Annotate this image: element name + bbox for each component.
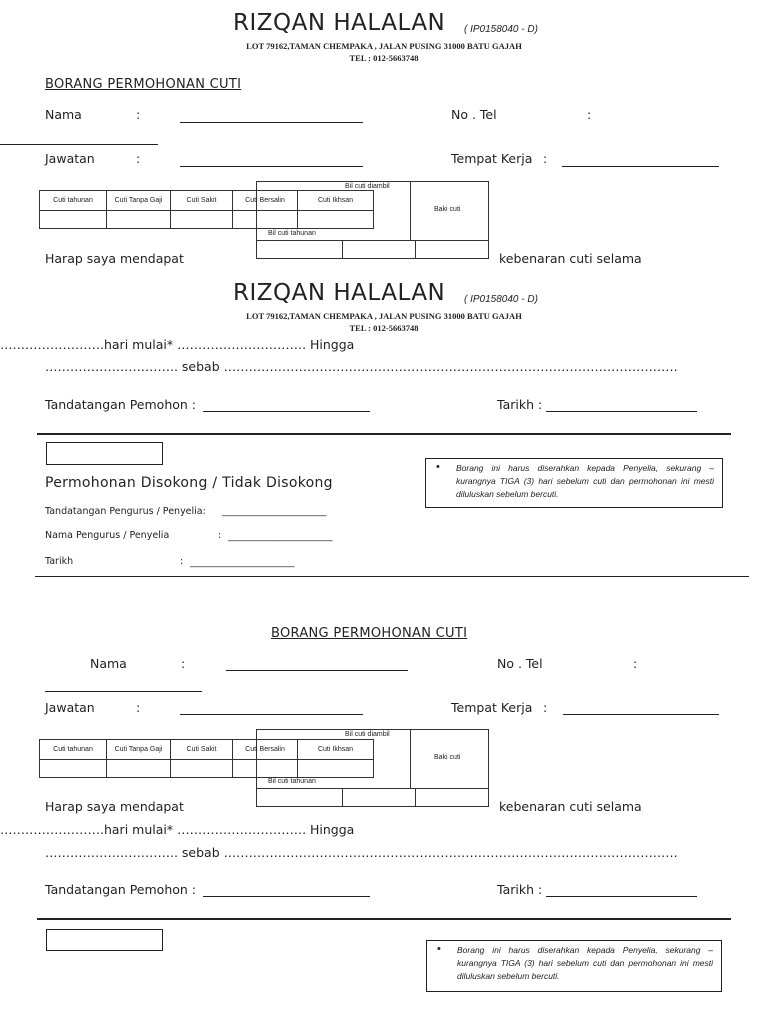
baki-label-2: Baki cuti — [434, 754, 461, 761]
bottom-cell-1-2[interactable] — [256, 788, 343, 807]
col-cuti-sakit: Cuti Sakit — [170, 190, 233, 211]
col-cuti-ikhsan-2: Cuti Ikhsan — [297, 739, 374, 760]
tarikh-pengurus-colon: : — [180, 556, 184, 567]
baki-label: Baki cuti — [434, 206, 461, 213]
col-cuti-ikhsan: Cuti Ikhsan — [297, 190, 374, 211]
cell-cuti-tahunan-2[interactable] — [39, 759, 107, 778]
company-name-2: RIZQAN HALALAN — [233, 280, 446, 306]
nama-pengurus-field[interactable]: ______________________ — [228, 531, 333, 542]
company-reg-no: ( IP0158040 - D) — [464, 24, 538, 35]
tandatangan-pemohon-label-2: Tandatangan Pemohon : — [45, 882, 197, 897]
tarikh-pemohon-label: Tarikh : — [497, 397, 543, 412]
col-cuti-sakit-2: Cuti Sakit — [170, 739, 233, 760]
tandatangan-pengurus-label: Tandatangan Pengurus / Penyelia: — [45, 506, 206, 517]
tempat-kerja-field[interactable] — [562, 166, 719, 167]
nama-field[interactable] — [180, 122, 363, 123]
jawatan-field[interactable] — [180, 166, 363, 167]
notel-field[interactable] — [0, 144, 158, 145]
col-cuti-tanpa-gaji-2: Cuti Tanpa Gaji — [106, 739, 171, 760]
nama-label: Nama — [45, 107, 82, 122]
cell-cuti-tahunan[interactable] — [39, 210, 107, 229]
sebab-line[interactable]: ………………………….. sebab ………………………………………………………………………………………………. — [45, 359, 678, 374]
bil-tahunan-label: Bil cuti tahunan — [268, 230, 316, 237]
cell-cuti-bersalin-2[interactable] — [232, 759, 298, 778]
tempat-kerja-colon-2: : — [543, 700, 548, 715]
company-address-2: LOT 79162,TAMAN CHEMPAKA , JALAN PUSING 31000 BATU GAJAH — [246, 311, 522, 321]
notel-colon: : — [587, 107, 592, 122]
nama-label-2: Nama — [90, 656, 127, 671]
bil-diambil-label-2: Bil cuti diambil — [345, 731, 390, 738]
note-text-2: Borang ini harus diserahkan kepada Penyelia, sekurang – kurangnya TIGA (3) hari sebelum cuti dan permohonan ini mesti diluluskan sebelum bercuti. — [457, 945, 713, 981]
sebab-line-2[interactable]: ………………………….. sebab ………………………………………………………………………………………………. — [45, 845, 678, 860]
bottom-cell-2[interactable] — [342, 240, 416, 259]
tandatangan-pemohon-field-2[interactable] — [203, 896, 370, 897]
note-box — [425, 458, 723, 508]
nama-colon-2: : — [181, 656, 186, 671]
cell-cuti-tanpa-gaji[interactable] — [106, 210, 171, 229]
cell-cuti-sakit-2[interactable] — [170, 759, 233, 778]
notel-label-2: No . Tel — [497, 656, 543, 671]
tarikh-pengurus-field[interactable]: ______________________ — [190, 557, 295, 568]
divider-2 — [35, 576, 749, 577]
divider-3 — [37, 918, 731, 920]
tarikh-pemohon-label-2: Tarikh : — [497, 882, 543, 897]
jawatan-colon: : — [136, 151, 141, 166]
nama-field-2[interactable] — [226, 670, 408, 671]
jawatan-colon-2: : — [136, 700, 141, 715]
tandatangan-pemohon-field[interactable] — [203, 411, 370, 412]
nama-pengurus-colon: : — [218, 530, 222, 541]
stamp-box[interactable] — [46, 442, 163, 465]
col-cuti-bersalin-2: Cuti Bersalin — [232, 739, 298, 760]
jawatan-label: Jawatan — [45, 151, 95, 166]
tempat-kerja-colon: : — [543, 151, 548, 166]
tempat-kerja-label: Tempat Kerja — [451, 151, 533, 166]
notel-field-2[interactable] — [45, 691, 202, 692]
note-text: Borang ini harus diserahkan kepada Penyelia, sekurang – kurangnya TIGA (3) hari sebelum cuti dan permohonan ini mesti diluluskan sebelum bercuti. — [456, 463, 714, 499]
bottom-cell-2-2[interactable] — [342, 788, 416, 807]
hari-mulai-line-2[interactable]: …………………….hari mulai* …………………………. Hingga — [0, 822, 355, 837]
notel-colon-2: : — [633, 656, 638, 671]
col-cuti-tanpa-gaji: Cuti Tanpa Gaji — [106, 190, 171, 211]
stamp-box-2[interactable] — [46, 929, 163, 951]
bottom-cell-3[interactable] — [415, 240, 489, 259]
company-reg-no-2: ( IP0158040 - D) — [464, 294, 538, 305]
tempat-kerja-label-2: Tempat Kerja — [451, 700, 533, 715]
company-tel-2: TEL : 012-5663748 — [349, 323, 419, 333]
harap-label: Harap saya mendapat — [45, 251, 184, 266]
company-tel: TEL : 012-5663748 — [349, 53, 419, 63]
nama-pengurus-label: Nama Pengurus / Penyelia — [45, 530, 170, 541]
cell-cuti-sakit[interactable] — [170, 210, 233, 229]
form-title-2: BORANG PERMOHONAN CUTI — [271, 626, 468, 641]
tandatangan-pemohon-label: Tandatangan Pemohon : — [45, 397, 197, 412]
notel-label: No . Tel — [451, 107, 497, 122]
harap-label-2: Harap saya mendapat — [45, 799, 184, 814]
bil-diambil-label: Bil cuti diambil — [345, 183, 390, 190]
cell-cuti-tanpa-gaji-2[interactable] — [106, 759, 171, 778]
tandatangan-pengurus-field[interactable]: ______________________ — [222, 506, 327, 517]
tempat-kerja-field-2[interactable] — [563, 714, 719, 715]
col-cuti-tahunan: Cuti tahunan — [39, 190, 107, 211]
kebenaran-label-2: kebenaran cuti selama — [499, 799, 642, 814]
cell-cuti-bersalin[interactable] — [232, 210, 298, 229]
jawatan-label-2: Jawatan — [45, 700, 95, 715]
bil-tahunan-label-2: Bil cuti tahunan — [268, 778, 316, 785]
kebenaran-label: kebenaran cuti selama — [499, 251, 642, 266]
company-address: LOT 79162,TAMAN CHEMPAKA , JALAN PUSING 31000 BATU GAJAH — [246, 41, 522, 51]
col-cuti-tahunan-2: Cuti tahunan — [39, 739, 107, 760]
cell-cuti-ikhsan[interactable] — [297, 210, 374, 229]
nama-colon: : — [136, 107, 141, 122]
bullet-icon: • — [436, 461, 440, 473]
tarikh-pemohon-field[interactable] — [546, 411, 697, 412]
col-cuti-bersalin: Cuti Bersalin — [232, 190, 298, 211]
hari-mulai-line[interactable]: …………………….hari mulai* …………………………. Hingga — [0, 337, 355, 352]
bottom-cell-1[interactable] — [256, 240, 343, 259]
divider-1 — [37, 433, 731, 435]
tarikh-pengurus-label: Tarikh — [45, 556, 74, 567]
form-title: BORANG PERMOHONAN CUTI — [45, 77, 242, 92]
tarikh-pemohon-field-2[interactable] — [546, 896, 697, 897]
cell-cuti-ikhsan-2[interactable] — [297, 759, 374, 778]
jawatan-field-2[interactable] — [180, 714, 363, 715]
bullet-icon-2: • — [437, 943, 441, 955]
approval-status: Permohonan Disokong / Tidak Disokong — [45, 475, 333, 491]
note-box-2 — [426, 940, 722, 992]
company-name: RIZQAN HALALAN — [233, 10, 446, 36]
bottom-cell-3-2[interactable] — [415, 788, 489, 807]
